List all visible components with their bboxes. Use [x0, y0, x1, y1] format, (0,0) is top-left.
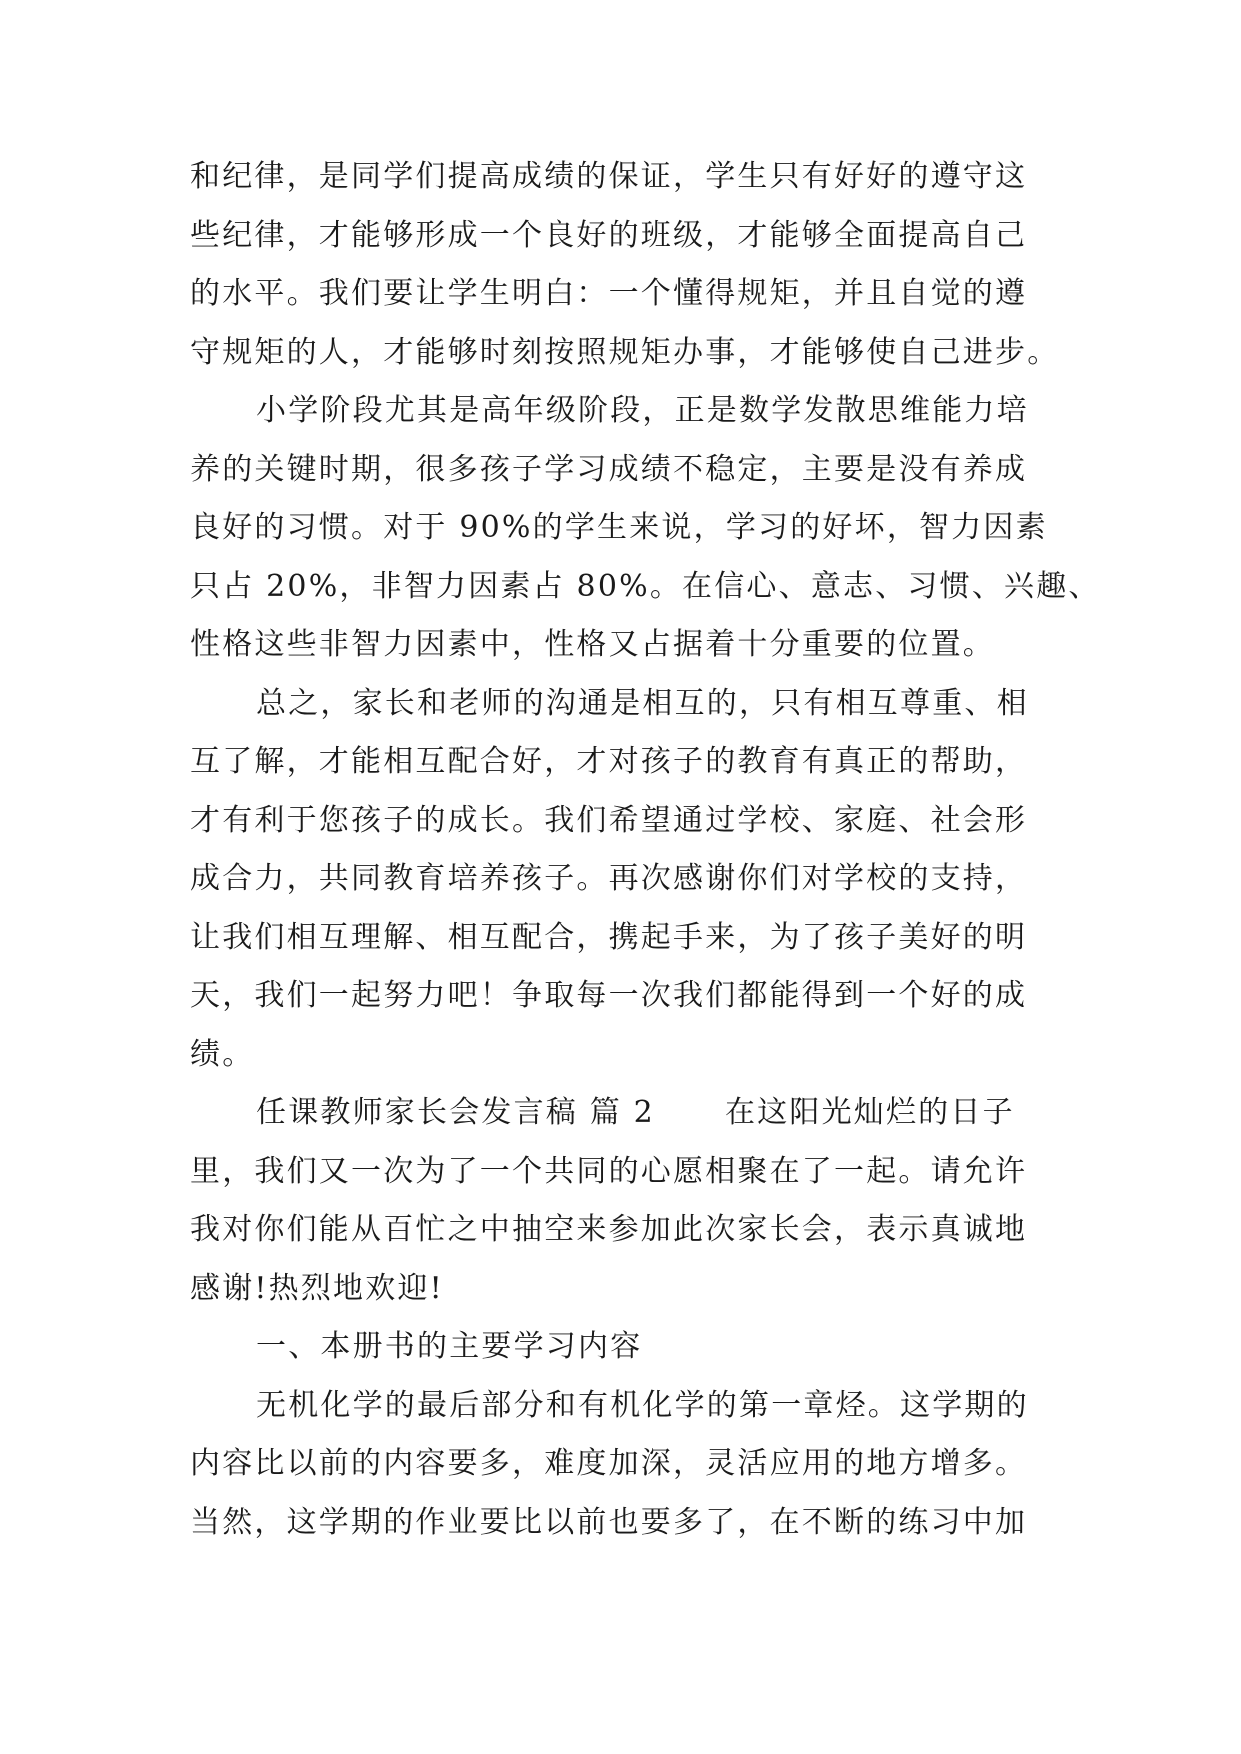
text-line: 感谢!热烈地欢迎! — [190, 1270, 444, 1306]
text-line: 当然，这学期的作业要比以前也要多了，在不断的练习中加 — [190, 1504, 1028, 1540]
text-line: 养的关键时期，很多孩子学习成绩不稳定，主要是没有养成 — [190, 451, 1028, 487]
text-line: 无机化学的最后部分和有机化学的第一章烃。这学期的 — [256, 1387, 1029, 1423]
text-line: 总之，家长和老师的沟通是相互的，只有相互尊重、相 — [256, 685, 1029, 721]
text-line: 只占 20%，非智力因素占 80%。在信心、意志、习惯、兴趣、 — [190, 568, 1101, 604]
text-line: 守规矩的人，才能够时刻按照规矩办事，才能够使自己进步。 — [190, 334, 1060, 370]
text-line: 的水平。我们要让学生明白：一个懂得规矩，并且自觉的遵 — [190, 276, 1028, 311]
paragraph-discipline — [190, 148, 1070, 382]
text-run: 在这阳光灿烂的日子 — [724, 1095, 1015, 1130]
subheading-line: 一、本册书的主要学习内容 — [256, 1329, 643, 1364]
text-line: 小学阶段尤其是高年级阶段，正是数学发散思维能力培 — [256, 393, 1029, 428]
text-line: 让我们相互理解、相互配合，携起手来，为了孩子美好的明 — [190, 919, 1028, 955]
section-heading-line — [190, 1084, 1070, 1143]
paragraph-communication — [190, 675, 1070, 1085]
text-line: 我对你们能从百忙之中抽空来参加此次家长会，表示真诚地 — [190, 1212, 1028, 1247]
section-heading: 任课教师家长会发言稿 篇 2 — [256, 1095, 655, 1130]
paragraph-chemistry — [190, 1377, 1070, 1553]
text-line: 和纪律，是同学们提高成绩的保证，学生只有好好的遵守这 — [190, 159, 1028, 194]
paragraph-habits — [190, 382, 1101, 675]
text-line: 才有利于您孩子的成长。我们希望通过学校、家庭、社会形 — [190, 802, 1028, 838]
document-page — [190, 148, 1101, 1552]
paragraph-subheading — [190, 1318, 1070, 1377]
text-line: 天，我们一起努力吧！争取每一次我们都能得到一个好的成 — [190, 978, 1028, 1013]
text-line: 互了解，才能相互配合好，才对孩子的教育有真正的帮助， — [190, 744, 1028, 779]
text-line: 性格这些非智力因素中，性格又占据着十分重要的位置。 — [190, 627, 995, 662]
paragraph-speech-2 — [190, 1084, 1070, 1318]
text-line: 些纪律，才能够形成一个良好的班级，才能够全面提高自己 — [190, 217, 1028, 253]
text-line: 成合力，共同教育培养孩子。再次感谢你们对学校的支持， — [190, 861, 1028, 896]
text-line: 里，我们又一次为了一个共同的心愿相聚在了一起。请允许 — [190, 1153, 1028, 1189]
text-line: 良好的习惯。对于 90%的学生来说，学习的好坏，智力因素 — [190, 510, 1048, 545]
text-line: 内容比以前的内容要多，难度加深，灵活应用的地方增多。 — [190, 1446, 1028, 1481]
text-line: 绩。 — [190, 1036, 255, 1072]
